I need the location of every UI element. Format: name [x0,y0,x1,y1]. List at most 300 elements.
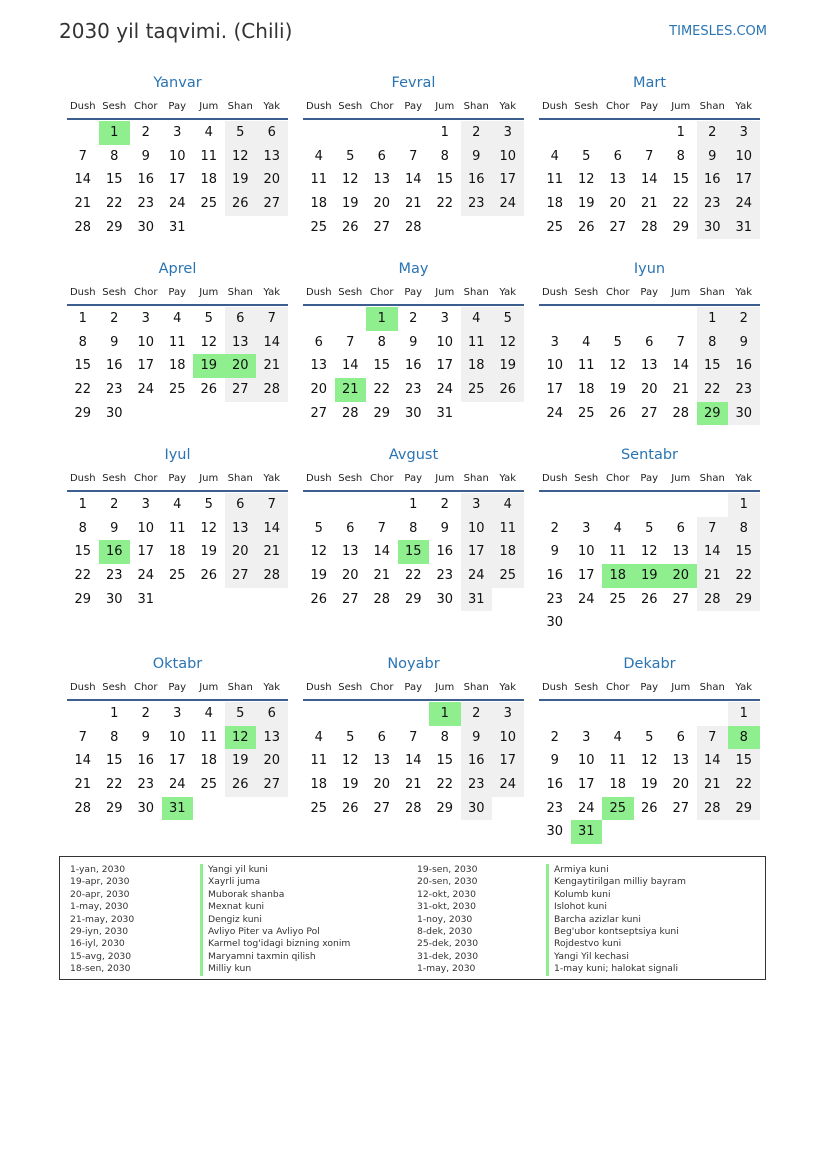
month-title: Yanvar [153,75,202,91]
day-cell: 2 [110,497,119,512]
day-cell: 17 [137,358,155,374]
day-cell: 6 [377,148,386,164]
weekday-header [67,282,288,306]
weekday-label: Shan [463,682,489,693]
day-cell: 4 [582,334,591,350]
day-cell: 5 [204,311,213,326]
weekday-header [539,282,760,306]
weekday-header [67,677,288,701]
day-cell: 25 [310,800,328,816]
day-cell: 19 [609,382,627,398]
day-cell: 22 [436,196,454,212]
day-cell: 29 [74,405,92,421]
day-cell: 20 [256,168,288,192]
day-cell: 9 [110,334,119,350]
legend-holiday-name: Milliy kun [200,963,350,975]
day-cell: 10 [436,334,454,350]
day-cell: 12 [492,331,524,355]
day-cell: 13 [256,145,288,169]
day-cell: 13 [225,331,257,355]
day-cell: 10 [546,358,564,374]
weekday-label: Yak [499,473,517,484]
day-cell: 20 [609,196,627,212]
legend-names-right [546,864,686,976]
day-cell: 18 [310,777,328,793]
day-cell: 24 [168,196,186,212]
holiday-day-cell: 15 [398,540,430,564]
empty-cell [634,611,666,635]
day-cell: 30 [404,405,422,421]
holiday-day-cell: 18 [602,564,634,588]
day-cell: 30 [546,615,564,631]
day-cell: 6 [645,334,654,350]
weekday-label: Shan [463,101,489,112]
day-cell: 20 [640,382,658,398]
day-cell: 27 [310,405,328,421]
legend-date: 21-may, 2030 [70,913,135,925]
day-cell: 22 [373,382,391,398]
day-cell: 14 [256,331,288,355]
day-cell: 26 [577,219,595,235]
weekday-label: Chor [133,287,158,298]
weekday-label: Yak [263,287,281,298]
day-cell: 11 [492,517,524,541]
day-cell: 17 [168,172,186,188]
weekday-label: Jum [199,682,219,693]
day-cell: 28 [373,591,391,607]
weekday-label: Chor [369,287,394,298]
holiday-legend [59,856,766,980]
legend-holiday-name: Avliyo Piter va Avliyo Pol [200,926,350,938]
day-cell: 9 [728,331,760,355]
day-cell: 27 [640,405,658,421]
legend-date: 1-may, 2030 [70,901,129,913]
holiday-day-cell: 31 [571,820,603,844]
holiday-day-cell: 1 [429,702,461,726]
legend-holiday-name: Maryamni taxmin qilish [200,951,350,963]
day-grid [67,493,288,611]
day-cell: 15 [697,354,729,378]
day-cell: 19 [225,168,257,192]
day-cell: 15 [74,358,92,374]
weekday-label: Shan [699,101,725,112]
day-cell: 31 [728,216,760,240]
day-cell: 18 [200,753,218,769]
empty-cell [571,702,603,726]
day-cell: 25 [577,405,595,421]
month-title: Noyabr [387,656,440,672]
empty-cell [366,702,398,726]
legend-date: 29-iyn, 2030 [70,926,129,938]
day-cell: 28 [404,219,422,235]
holiday-day-cell: 1 [366,307,398,331]
holiday-day-cell: 25 [602,797,634,821]
day-cell: 11 [577,358,595,374]
day-grid [539,307,760,425]
weekday-label: Yak [263,473,281,484]
weekday-label: Pay [168,101,187,112]
day-cell: 7 [645,148,654,164]
weekday-label: Pay [404,101,423,112]
day-cell: 17 [492,168,524,192]
day-cell: 30 [105,591,123,607]
day-cell: 30 [728,402,760,426]
empty-cell [492,797,524,821]
day-cell: 5 [346,148,355,164]
day-cell: 22 [436,777,454,793]
day-cell: 14 [74,753,92,769]
day-cell: 8 [728,517,760,541]
legend-date: 20-apr, 2030 [70,888,130,900]
day-cell: 1 [728,702,760,726]
empty-cell [665,820,697,844]
day-cell: 16 [105,358,123,374]
day-cell: 15 [436,172,454,188]
day-cell: 11 [310,172,328,188]
legend-date: 19-apr, 2030 [70,876,130,888]
day-cell: 22 [697,378,729,402]
day-cell: 6 [225,307,257,331]
empty-cell [571,493,603,517]
day-cell: 20 [373,777,391,793]
day-cell: 2 [110,311,119,326]
weekday-label: Shan [699,287,725,298]
day-cell: 16 [436,544,454,560]
day-cell: 25 [310,219,328,235]
empty-cell [256,216,288,240]
day-cell: 10 [168,729,186,745]
empty-cell [335,121,367,145]
day-cell: 18 [609,777,627,793]
day-cell: 17 [728,168,760,192]
legend-holiday-name: Kolumb kuni [546,889,686,901]
weekday-label: Pay [404,473,423,484]
weekday-label: Dush [305,101,332,112]
day-cell: 16 [697,168,729,192]
day-cell: 21 [697,564,729,588]
day-cell: 9 [141,729,150,745]
legend-holiday-name: Armiya kuni [546,864,686,876]
weekday-label: Chor [605,287,630,298]
day-cell: 11 [609,753,627,769]
day-cell: 18 [577,382,595,398]
day-cell: 7 [676,334,685,350]
weekday-header [303,282,524,306]
day-cell: 15 [74,544,92,560]
day-cell: 11 [200,148,218,164]
day-cell: 13 [373,172,391,188]
day-cell: 19 [200,544,218,560]
day-cell: 26 [310,591,328,607]
legend-holiday-name: Barcha azizlar kuni [546,914,686,926]
empty-cell [634,493,666,517]
day-cell: 8 [697,331,729,355]
day-cell: 10 [461,517,493,541]
month-iyul [67,445,288,654]
day-cell: 4 [550,148,559,164]
empty-cell [162,402,194,426]
holiday-day-cell: 12 [225,726,257,750]
day-cell: 13 [609,172,627,188]
day-cell: 22 [404,568,422,584]
day-grid [67,121,288,239]
day-cell: 9 [461,145,493,169]
day-cell: 6 [314,334,323,350]
weekday-label: Dush [541,682,568,693]
day-cell: 12 [200,520,218,536]
day-cell: 26 [200,568,218,584]
day-cell: 28 [404,800,422,816]
weekday-header [539,96,760,120]
empty-cell [335,493,367,517]
weekday-label: Shan [227,287,253,298]
weekday-label: Chor [133,101,158,112]
weekday-label: Sesh [102,682,127,693]
weekday-label: Sesh [102,287,127,298]
weekday-header [303,96,524,120]
legend-date: 18-sen, 2030 [70,963,131,975]
day-cell: 5 [225,702,257,726]
day-cell: 25 [546,219,564,235]
weekday-label: Shan [227,101,253,112]
day-cell: 23 [461,773,493,797]
day-cell: 21 [404,777,422,793]
day-cell: 27 [373,800,391,816]
day-cell: 8 [440,148,449,164]
day-cell: 6 [676,729,685,745]
empty-cell [193,216,225,240]
day-cell: 13 [373,753,391,769]
day-cell: 19 [640,777,658,793]
day-cell: 15 [373,358,391,374]
day-cell: 14 [74,172,92,188]
day-cell: 25 [200,777,218,793]
day-cell: 23 [546,800,564,816]
day-cell: 1 [440,125,449,140]
day-cell: 3 [461,493,493,517]
day-cell: 10 [728,145,760,169]
day-cell: 19 [341,196,359,212]
day-cell: 21 [672,382,690,398]
weekday-label: Jum [435,682,455,693]
day-cell: 29 [373,405,391,421]
legend-holiday-name: Karmel tog'idagi bizning xonim [200,938,350,950]
day-cell: 4 [173,497,182,512]
legend-holiday-name: Rojdestvo kuni [546,938,686,950]
weekday-label: Chor [369,101,394,112]
weekday-label: Dush [305,682,332,693]
day-cell: 28 [256,378,288,402]
weekday-header [539,468,760,492]
empty-cell [366,121,398,145]
day-cell: 10 [168,148,186,164]
day-cell: 31 [436,405,454,421]
day-cell: 10 [492,726,524,750]
empty-cell [303,493,335,517]
day-cell: 9 [409,334,418,350]
weekday-label: Pay [640,101,659,112]
day-cell: 22 [728,773,760,797]
day-cell: 17 [577,568,595,584]
day-cell: 30 [461,797,493,821]
day-grid [303,493,524,611]
day-cell: 11 [200,729,218,745]
day-cell: 1 [110,706,119,721]
day-cell: 27 [341,591,359,607]
day-cell: 13 [640,358,658,374]
legend-holiday-name: Yangi Yil kechasi [546,951,686,963]
brand-link[interactable]: TIMESLES.COM [669,24,767,39]
empty-cell [728,611,760,635]
day-cell: 1 [728,493,760,517]
legend-date: 31-okt, 2030 [417,901,476,913]
day-cell: 20 [373,196,391,212]
weekday-label: Dush [305,473,332,484]
month-yanvar [67,73,288,259]
day-cell: 25 [168,382,186,398]
day-grid [539,493,760,635]
legend-holiday-name: Kengaytirilgan milliy bayram [546,876,686,888]
day-cell: 21 [74,777,92,793]
day-cell: 3 [582,520,591,536]
day-cell: 1 [78,497,87,512]
empty-cell [398,121,430,145]
day-cell: 17 [168,753,186,769]
month-title: Aprel [158,261,197,277]
day-cell: 21 [640,196,658,212]
day-cell: 27 [225,564,257,588]
day-cell: 3 [141,311,150,326]
day-cell: 16 [461,749,493,773]
day-cell: 2 [728,307,760,331]
legend-holiday-name: 1-may kuni; halokat signali [546,963,686,975]
day-cell: 3 [728,121,760,145]
day-cell: 10 [137,520,155,536]
day-cell: 28 [74,800,92,816]
day-cell: 1 [697,307,729,331]
day-cell: 17 [492,749,524,773]
day-cell: 8 [110,148,119,164]
day-cell: 3 [492,702,524,726]
day-cell: 18 [168,544,186,560]
day-cell: 12 [341,753,359,769]
day-cell: 24 [436,382,454,398]
day-cell: 25 [168,568,186,584]
day-cell: 12 [225,145,257,169]
day-cell: 23 [105,382,123,398]
day-cell: 6 [256,702,288,726]
day-cell: 23 [436,568,454,584]
day-cell: 4 [314,148,323,164]
legend-holiday-name: Xayrli juma [200,876,350,888]
weekday-header [539,677,760,701]
weekday-label: Jum [199,473,219,484]
day-cell: 8 [78,520,87,536]
day-cell: 2 [141,125,150,140]
empty-cell [697,493,729,517]
empty-cell [492,216,524,240]
day-cell: 29 [728,588,760,612]
day-cell: 4 [204,125,213,140]
legend-dates-left [70,864,134,976]
holiday-day-cell: 20 [665,564,697,588]
day-cell: 22 [105,777,123,793]
day-cell: 6 [225,493,257,517]
weekday-label: Pay [168,287,187,298]
empty-cell [461,402,493,426]
day-cell: 28 [256,564,288,588]
weekday-label: Shan [227,473,253,484]
day-cell: 26 [640,591,658,607]
weekday-label: Sesh [574,473,599,484]
day-cell: 30 [697,216,729,240]
day-cell: 30 [105,405,123,421]
empty-cell [492,588,524,612]
weekday-label: Dush [69,682,96,693]
day-cell: 7 [78,148,87,164]
legend-date: 16-iyl, 2030 [70,938,125,950]
day-cell: 9 [141,148,150,164]
weekday-label: Dush [541,473,568,484]
day-cell: 14 [640,172,658,188]
legend-date: 15-avg, 2030 [70,950,132,962]
day-cell: 9 [550,544,559,560]
day-cell: 18 [200,172,218,188]
day-cell: 9 [440,520,449,536]
day-cell: 24 [137,382,155,398]
day-cell: 25 [492,564,524,588]
day-grid [303,121,524,239]
day-cell: 21 [373,568,391,584]
empty-cell [602,820,634,844]
empty-cell [225,216,257,240]
day-cell: 8 [676,148,685,164]
day-cell: 9 [110,520,119,536]
weekday-label: Dush [541,287,568,298]
empty-cell [303,307,335,331]
weekday-label: Sesh [102,101,127,112]
day-cell: 12 [640,753,658,769]
day-cell: 9 [461,726,493,750]
day-cell: 25 [200,196,218,212]
empty-cell [193,588,225,612]
empty-cell [398,702,430,726]
weekday-label: Dush [541,101,568,112]
day-cell: 15 [672,172,690,188]
day-cell: 17 [577,777,595,793]
weekday-label: Pay [640,473,659,484]
weekday-header [67,96,288,120]
day-cell: 12 [310,544,328,560]
day-cell: 3 [440,311,449,326]
weekday-label: Jum [199,101,219,112]
day-cell: 19 [225,749,257,773]
legend-date: 1-yan, 2030 [70,864,126,875]
weekday-label: Shan [463,473,489,484]
day-cell: 7 [697,517,729,541]
weekday-label: Yak [499,287,517,298]
holiday-day-cell: 1 [99,121,131,145]
day-cell: 11 [461,331,493,355]
day-cell: 23 [546,591,564,607]
day-cell: 28 [697,797,729,821]
weekday-label: Chor [605,682,630,693]
empty-cell [634,820,666,844]
day-cell: 18 [310,196,328,212]
day-cell: 21 [697,773,729,797]
legend-dates-right [417,864,478,976]
day-cell: 27 [672,800,690,816]
